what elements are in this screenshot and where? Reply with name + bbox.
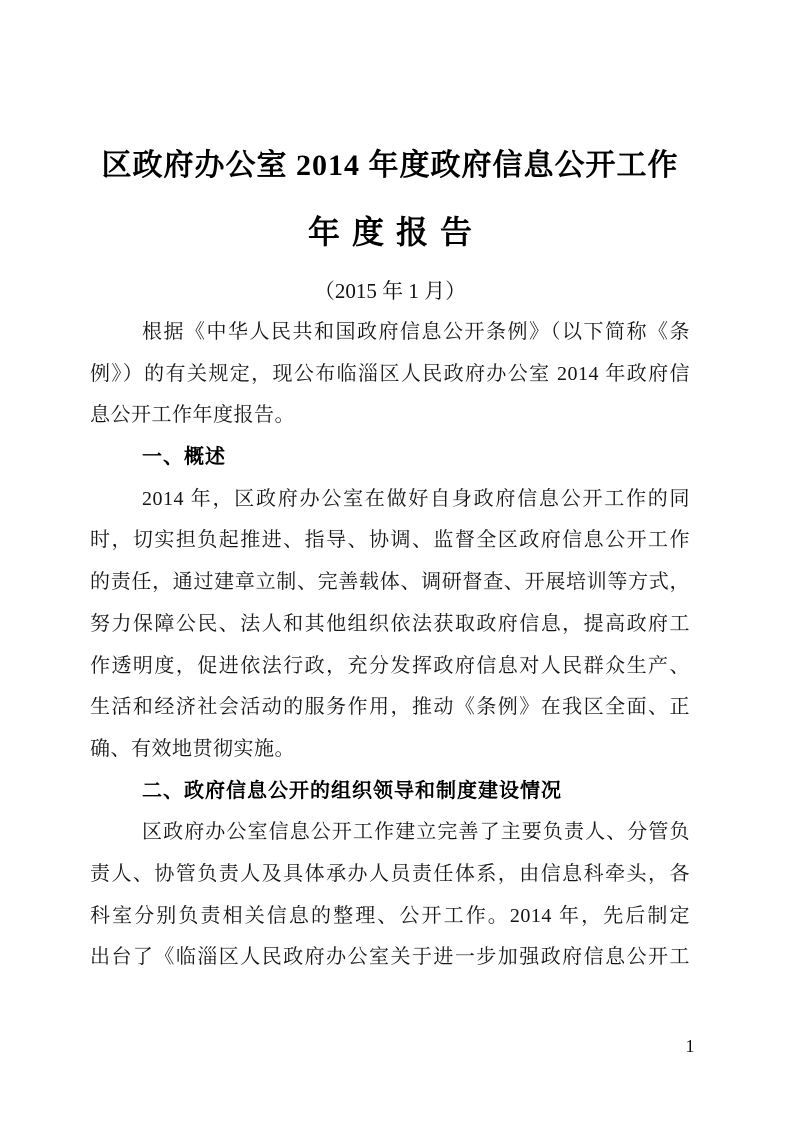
body-line: 生活和经济社会活动的服务作用，推动《条例》在我区全面、正 <box>90 696 690 719</box>
body-line: 例》）的有关规定，现公布临淄区人民政府办公室 2014 年政府信 <box>90 362 690 385</box>
body-line: 的责任，通过建章立制、完善载体、调研督查、开展培训等方式， <box>90 571 690 594</box>
body-line: 根据《中华人民共和国政府信息公开条例》（以下简称《条 <box>142 321 690 343</box>
document-title-line1: 区政府办公室 2014 年度政府信息公开工作 <box>101 149 679 182</box>
body-line: 作透明度，促进依法行政，充分发挥政府信息对人民群众生产、 <box>90 654 690 677</box>
document-content <box>90 0 690 979</box>
document-date: （2015 年 1 月） <box>313 279 467 303</box>
body-line: 时，切实担负起推进、指导、协调、监督全区政府信息公开工作 <box>90 529 690 552</box>
body-line: 责人、协管负责人及具体承办人员责任体系，由信息科牵头，各 <box>90 862 690 885</box>
body-line: 努力保障公民、法人和其他组织依法获取政府信息，提高政府工 <box>90 612 690 635</box>
document-title-line2: 年 度 报 告 <box>307 214 472 250</box>
body-line: 息公开工作年度报告。 <box>90 404 295 427</box>
section-heading: 一、概述 <box>142 446 226 469</box>
body-line: 区政府办公室信息公开工作建立完善了主要负责人、分管负 <box>142 821 690 844</box>
body-line: 2014 年，区政府办公室在做好自身政府信息公开工作的同 <box>142 487 690 510</box>
document-body <box>90 312 690 979</box>
section-heading: 二、政府信息公开的组织领导和制度建设情况 <box>142 779 562 802</box>
body-line: 确、有效地贯彻实施。 <box>90 737 295 760</box>
body-line: 科室分别负责相关信息的整理、公开工作。2014 年，先后制定 <box>90 904 690 927</box>
body-line: 出台了《临淄区人民政府办公室关于进一步加强政府信息公开工 <box>90 946 690 969</box>
page-number: 1 <box>685 1036 695 1056</box>
